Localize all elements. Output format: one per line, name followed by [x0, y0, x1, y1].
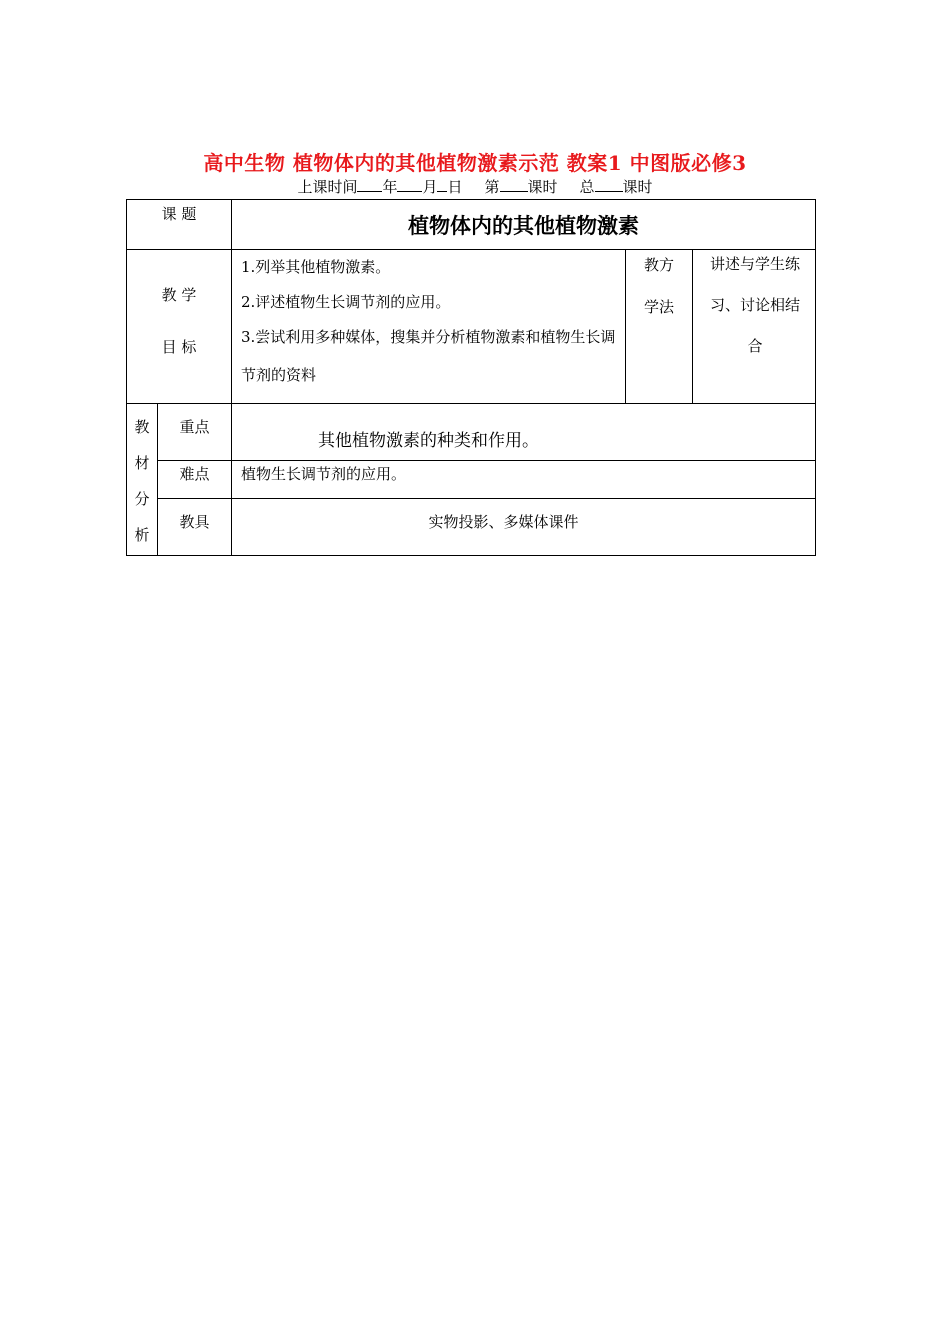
analysis-label-cell — [127, 404, 158, 556]
key-cell — [232, 404, 816, 461]
lesson-number-label: 第 — [484, 178, 500, 196]
key-text: 其他植物激素的种类和作用。 — [318, 431, 539, 451]
goals-label-cell — [127, 250, 232, 404]
tools-label: 教具 — [179, 513, 210, 531]
method-text: 讲述与学生练习、讨论相结合 — [710, 255, 801, 355]
year-label: 年 — [382, 178, 398, 196]
method-label-cell — [626, 250, 693, 404]
analysis-char: 材 — [134, 454, 150, 472]
goal-item: 3.尝试利用多种媒体，搜集并分析植物激素和植物生长调节剂的资料 — [241, 328, 616, 384]
lesson-plan-table — [126, 199, 816, 556]
method-label-line-1: 教方 — [643, 256, 674, 274]
difficulty-label: 难点 — [179, 465, 210, 483]
difficulty-cell — [232, 461, 816, 499]
goal-item: 1.列举其他植物激素。 — [241, 258, 391, 276]
tools-label-cell — [158, 499, 232, 556]
method-label-line-2: 学法 — [643, 298, 674, 316]
total-label: 总 — [579, 178, 595, 196]
class-time-prefix: 上课时间 — [297, 178, 358, 196]
goals-label-line-2: 目 标 — [161, 338, 197, 356]
analysis-char: 分 — [134, 490, 150, 508]
analysis-char: 析 — [134, 526, 150, 544]
goal-item: 2.评述植物生长调节剂的应用。 — [241, 293, 451, 311]
topic-title: 植物体内的其他植物激素 — [232, 200, 816, 250]
tools-text: 实物投影、多媒体课件 — [428, 513, 579, 531]
month-label: 月 — [422, 178, 438, 196]
topic-label-cell — [127, 200, 232, 250]
day-label: 日 — [447, 178, 463, 196]
document-title: 高中生物 植物体内的其他植物激素示范 教案1 中图版必修3 — [203, 151, 747, 175]
key-label: 重点 — [179, 418, 210, 436]
total-blank — [595, 177, 623, 192]
tools-cell — [232, 499, 816, 556]
difficulty-label-cell — [158, 461, 232, 499]
goals-label-line-1: 教 学 — [161, 286, 197, 304]
method-cell — [693, 250, 816, 404]
year-blank — [357, 177, 382, 192]
key-label-cell — [158, 404, 232, 461]
month-blank — [397, 177, 422, 192]
lesson-number-blank — [500, 177, 528, 192]
day-blank — [437, 177, 447, 192]
lesson-unit-label: 课时 — [527, 178, 558, 196]
goals-cell — [232, 250, 626, 404]
class-time-line — [0, 176, 950, 197]
topic-label: 课 题 — [161, 205, 197, 223]
total-unit-label: 课时 — [622, 178, 653, 196]
analysis-char: 教 — [134, 418, 150, 436]
difficulty-text: 植物生长调节剂的应用。 — [241, 465, 407, 483]
